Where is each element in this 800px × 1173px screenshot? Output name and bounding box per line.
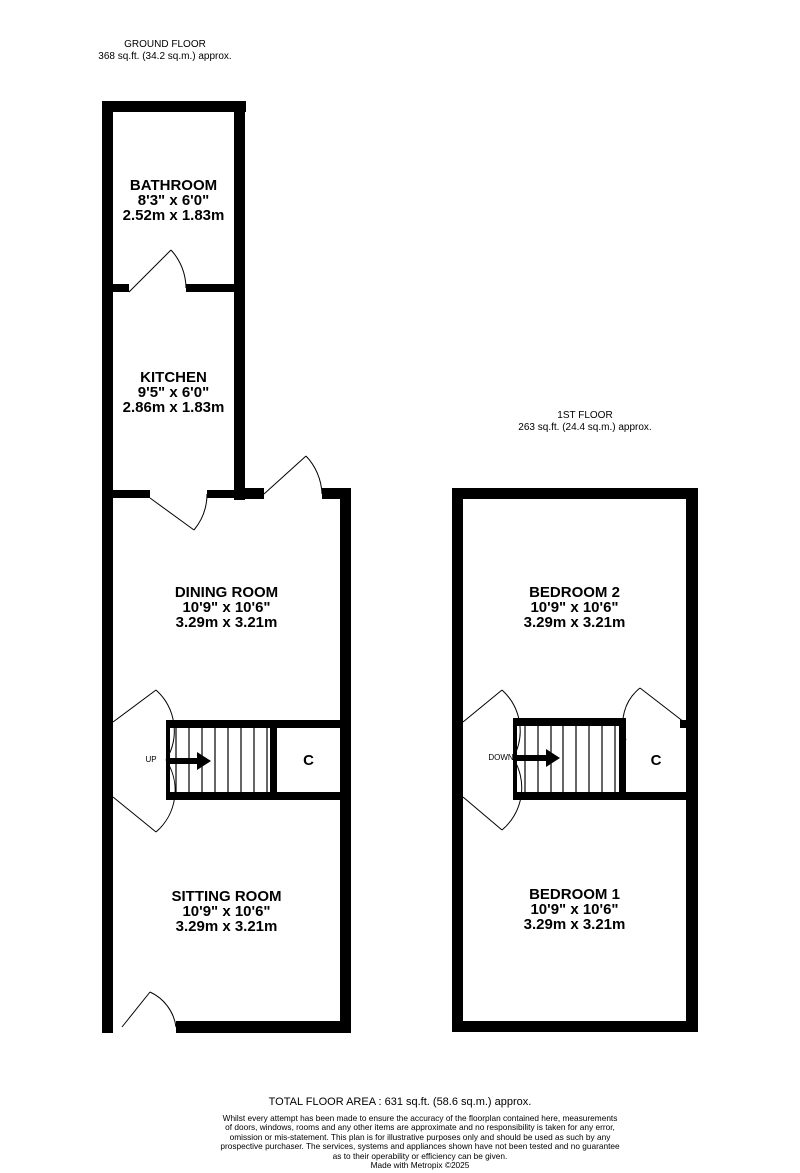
room-dims-imperial: 10'9" x 10'6": [530, 599, 619, 616]
disclaimer-line: Whilst every attempt has been made to ensure the accuracy of the floorplan contained here, measurements: [222, 1113, 618, 1123]
room-label-dining-room: [113, 585, 340, 630]
room-label-sitting-room: [113, 889, 340, 934]
room-dims-metric: 2.86m x 1.83m: [122, 399, 225, 416]
stairs-down-label: DOWN: [488, 753, 514, 762]
credit: Made with Metropix ©2025: [370, 1159, 470, 1170]
cupboard-label-first: C: [650, 752, 662, 769]
total-floor-area: TOTAL FLOOR AREA : 631 sq.ft. (58.6 sq.m.) approx.: [268, 1096, 532, 1108]
first-floor-header: [475, 410, 695, 433]
room-label-bedroom-2: [463, 585, 686, 630]
ground-floor-header: [70, 39, 260, 62]
cupboard-label-ground: C: [303, 752, 314, 769]
ground-floor-area: 368 sq.ft. (34.2 sq.m.) approx.: [98, 50, 232, 62]
disclaimer-line: as to their operability or efficiency can be given.: [332, 1150, 508, 1161]
first-floor-area: 263 sq.ft. (24.4 sq.m.) approx.: [518, 421, 652, 433]
disclaimer-line: prospective purchaser. The services, systems and appliances shown have not been tested and no guarantee: [220, 1141, 620, 1152]
room-name: BEDROOM 2: [529, 584, 620, 601]
disclaimer-line: omission or mis-statement. This plan is for illustrative purposes only and should be used as such by any: [229, 1131, 611, 1142]
stairs-up-label: UP: [145, 755, 157, 764]
room-dims-imperial: 10'9" x 10'6": [182, 599, 271, 616]
room-name: KITCHEN: [140, 369, 207, 386]
room-dims-imperial: 10'9" x 10'6": [182, 903, 271, 920]
room-name: DINING ROOM: [174, 584, 279, 601]
room-dims-metric: 3.29m x 3.21m: [523, 614, 626, 631]
room-label-kitchen: [113, 370, 234, 415]
room-dims-metric: 3.29m x 3.21m: [523, 916, 626, 933]
room-name: BATHROOM: [129, 177, 218, 194]
room-dims-imperial: 8'3" x 6'0": [137, 192, 210, 209]
room-name: BEDROOM 1: [529, 886, 620, 903]
room-label-bathroom: [113, 178, 234, 223]
room-dims-metric: 3.29m x 3.21m: [175, 918, 278, 935]
ground-floor-title: GROUND FLOOR: [124, 39, 206, 50]
room-dims-metric: 2.52m x 1.83m: [122, 207, 225, 224]
disclaimer: [150, 1114, 690, 1170]
first-floor-title: 1ST FLOOR: [557, 410, 613, 421]
room-dims-imperial: 10'9" x 10'6": [530, 901, 619, 918]
disclaimer-line: of doors, windows, rooms and any other items are approximate and no responsibility is taken for any error,: [225, 1122, 615, 1133]
room-dims-metric: 3.29m x 3.21m: [175, 614, 278, 631]
room-dims-imperial: 9'5" x 6'0": [137, 384, 210, 401]
room-label-bedroom-1: [463, 887, 686, 932]
room-name: SITTING ROOM: [171, 888, 282, 905]
